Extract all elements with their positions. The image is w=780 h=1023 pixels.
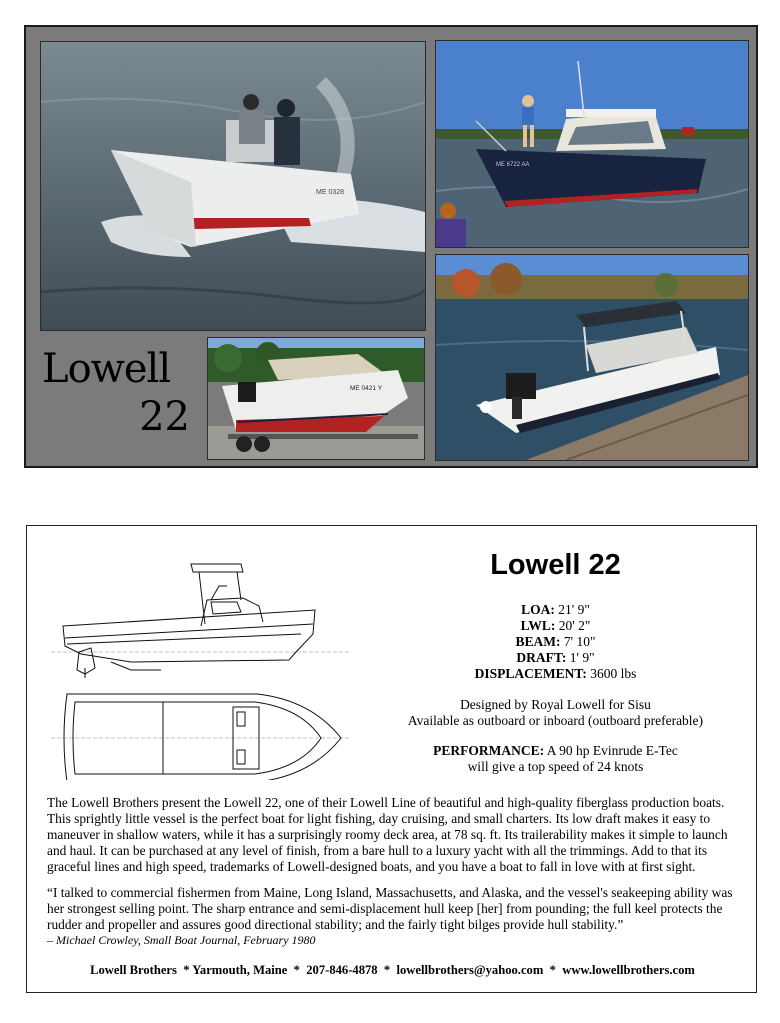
spec-loa [393,602,718,618]
logo-title-line1: Lowell [42,346,171,392]
spec-value: 21' 9" [558,602,590,617]
registration-number: ME 6722 AA [496,162,530,168]
photo-panel [24,25,758,468]
spec-value: 20' 2" [558,618,591,633]
spec-label: DISPLACEMENT: [474,666,587,681]
spec-list [393,602,718,682]
registration-number: ME 0328 [316,189,345,196]
spec-label: DRAFT: [516,650,567,665]
spec-label: LWL: [520,618,556,633]
spec-draft [393,650,718,666]
designer-line: Designed by Royal Lowell for Sisu [460,697,651,712]
hull-line-drawing [51,542,351,780]
availability-line: Available as outboard or inboard (outboard preferable) [407,713,704,728]
spec-title: Lowell 22 [490,549,621,581]
spec-lwl [393,618,718,634]
designer-note [393,697,718,729]
description-paragraph: The Lowell Brothers present the Lowell 22, one of their Lowell Line of beautiful and high-quality fiberglass production boats. This sprightly little vessel is the perfect boat for light fishing, day cruising, and small charters. Its low draft makes it easy to maneuver in shallow waters, while it has a surprisingly roomy deck area, at 78 sq. ft. Its trailerability makes it simple to launch and haul. It can be purchased at any level of finish, from a bare hull to a luxury yacht with all the trimmings. Add to that its graceful lines and high speed, trademarks of Lowell-designed boats, and you have a boat to fall in love with at first sight. [47,795,728,874]
performance-line1: A 90 hp Evinrude E-Tec [546,743,678,758]
performance-note [393,743,718,775]
performance-line2: will give a top speed of 24 knots [467,759,644,774]
profile-view-drawing [51,564,351,678]
spec-value: 3600 lbs [590,666,637,681]
performance-label: PERFORMANCE: [433,743,545,758]
spec-label: LOA: [521,602,555,617]
plan-view-drawing [51,694,351,780]
spec-value: 1' 9" [569,650,595,665]
quote-text: “I talked to commercial fishermen from Maine, Long Island, Massachusetts, and Alaska, and the vessel's seakeeping ability was her strongest selling point. The sharp entrance and semi-displacement hull keep [her] from pounding; the full keel protects the rudder and propeller and assures good directional stability; and the fairly tight bilges provide hull stability.” [47,885,733,932]
spec-beam [393,634,718,650]
contact-line: Lowell Brothers * Yarmouth, Maine * 207-846-4878 * lowellbrothers@yahoo.com * www.lowellbrothers.com [90,963,695,977]
info-box [26,525,757,993]
boat-at-anchor-photo [435,40,749,248]
spec-displacement [393,666,718,682]
quote-attribution: – Michael Crowley, Small Boat Journal, February 1980 [47,933,316,947]
logo-title-line2: 22 [139,394,190,440]
spec-value: 7' 10" [563,634,596,649]
boat-underway-photo [40,41,426,331]
boat-at-dock-photo [435,254,749,461]
logo-title [42,345,192,441]
registration-number: ME 0421 Y [350,385,383,392]
testimonial-quote [47,885,741,948]
boat-on-trailer-photo [207,337,425,460]
spec-label: BEAM: [515,634,561,649]
